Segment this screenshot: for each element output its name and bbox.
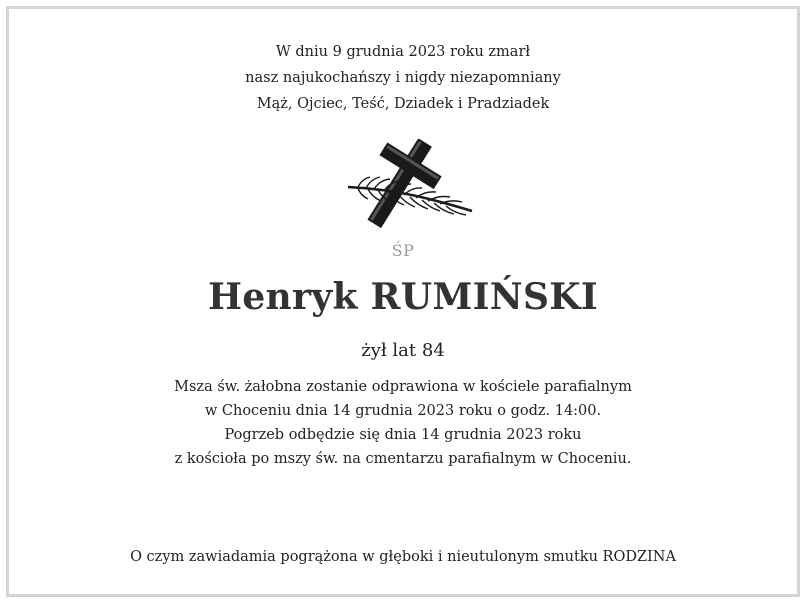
details-line: Pogrzeb odbędzie się dnia 14 grudnia 2023 roku: [224, 427, 582, 443]
details-line: z kościoła po mszy św. na cmentarzu parafialnym w Choceniu.: [174, 451, 632, 467]
cross-with-palm-branch-icon: [344, 139, 474, 239]
intro-line: W dniu 9 grudnia 2023 roku zmarł: [275, 44, 531, 60]
obituary-card: [6, 6, 800, 597]
intro-text: [9, 39, 797, 117]
intro-line: Mąż, Ojciec, Teść, Dziadek i Pradziadek: [256, 96, 550, 112]
details-line: w Choceniu dnia 14 grudnia 2023 roku o godz. 14:00.: [204, 403, 602, 419]
details-line: Msza św. żałobna zostanie odprawiona w kościele parafialnym: [174, 379, 632, 395]
family-signature: O czym zawiadamia pogrążona w głęboki i nieutulonym smutku RODZINA: [130, 549, 676, 565]
deceased-name: Henryk RUMIŃSKI: [208, 276, 598, 318]
age-text: żył lat 84: [361, 340, 445, 361]
intro-line: nasz najukochańszy i nigdy niezapomniany: [245, 70, 561, 86]
funeral-details: [9, 375, 797, 471]
sp-prefix: ŚP: [391, 241, 415, 260]
